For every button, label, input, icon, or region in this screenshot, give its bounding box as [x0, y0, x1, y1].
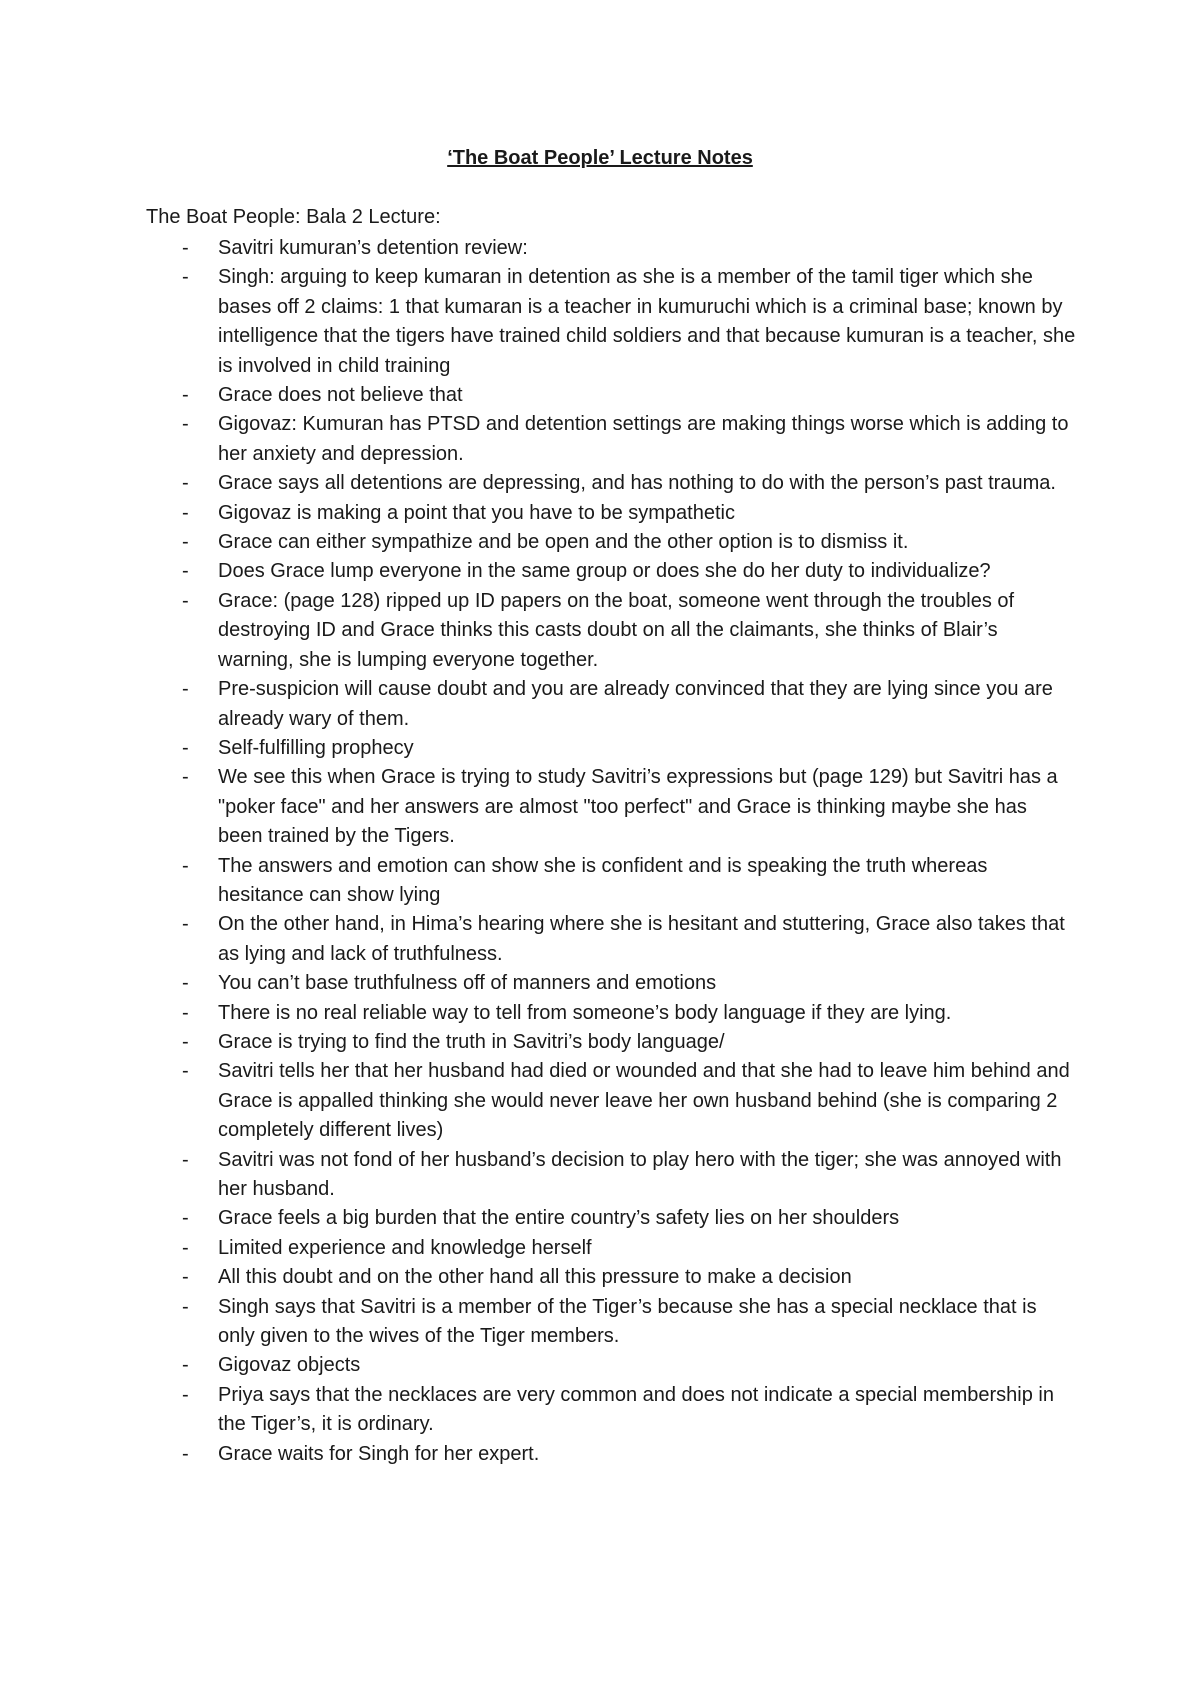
list-item — [146, 499, 1076, 528]
bullet-dash: - — [182, 1442, 189, 1465]
notes-list — [146, 234, 1076, 1469]
bullet-dash: - — [182, 560, 189, 583]
bullet-dash: - — [182, 913, 189, 936]
list-item — [146, 1351, 1076, 1380]
list-item — [146, 263, 1076, 381]
bullet-dash: - — [182, 1148, 189, 1171]
list-item — [146, 557, 1076, 586]
list-item — [146, 999, 1076, 1028]
note-text: Priya says that the necklaces are very common and does not indicate a special membership in the Tiger’s, it is ordinary. — [218, 1383, 1054, 1436]
list-item — [146, 410, 1076, 469]
list-item — [146, 1146, 1076, 1205]
note-text: Self-fulfilling prophecy — [218, 736, 414, 759]
note-text: Grace: (page 128) ripped up ID papers on the boat, someone went through the troubles of destroying ID and Grace thinks this casts doubt on all the claimants, she thinks of Blair’s warning, she is lumping everyone together. — [218, 589, 1015, 671]
bullet-dash: - — [182, 766, 189, 789]
bullet-dash: - — [182, 1030, 189, 1053]
bullet-dash: - — [182, 972, 189, 995]
list-item — [146, 1028, 1076, 1057]
note-text: Grace does not believe that — [218, 384, 463, 407]
section-heading: The Boat People: Bala 2 Lecture: — [146, 206, 441, 228]
list-item — [146, 675, 1076, 734]
bullet-dash: - — [182, 1383, 189, 1406]
note-text: Limited experience and knowledge herself — [218, 1236, 592, 1259]
bullet-dash: - — [182, 1354, 189, 1377]
list-item — [146, 852, 1076, 911]
list-item — [146, 381, 1076, 410]
list-item — [146, 1204, 1076, 1233]
bullet-dash: - — [182, 531, 189, 554]
bullet-dash: - — [182, 1207, 189, 1230]
list-item — [146, 528, 1076, 557]
list-item — [146, 1263, 1076, 1292]
note-text: Savitri was not fond of her husband’s decision to play hero with the tiger; she was annoyed with her husband. — [218, 1148, 1062, 1200]
note-text: Savitri tells her that her husband had died or wounded and that she had to leave him behind and Grace is appalled thinking she would never leave her own husband behind (she is comparing 2 completely different lives) — [218, 1060, 1070, 1142]
note-text: Pre-suspicion will cause doubt and you are already convinced that they are lying since you are already wary of them. — [218, 678, 1053, 730]
note-text: Gigovaz objects — [218, 1354, 361, 1377]
note-text: We see this when Grace is trying to study Savitri’s expressions but (page 129) but Savitri has a "poker face" and her answers are almost "too perfect" and Grace is thinking maybe she has been trained by the Tigers. — [218, 766, 1058, 848]
note-text: Gigovaz is making a point that you have to be sympathetic — [218, 501, 735, 524]
bullet-dash: - — [182, 678, 189, 701]
list-item — [146, 1234, 1076, 1263]
list-item — [146, 1293, 1076, 1352]
note-text: On the other hand, in Hima’s hearing where she is hesitant and stuttering, Grace also takes that as lying and lack of truthfulness. — [218, 913, 1065, 965]
note-text: Grace waits for Singh for her expert. — [218, 1442, 540, 1465]
list-item — [146, 469, 1076, 498]
bullet-dash: - — [182, 384, 189, 407]
bullet-dash: - — [182, 413, 189, 436]
bullet-dash: - — [182, 1060, 189, 1083]
list-item — [146, 734, 1076, 763]
note-text: Savitri kumuran’s detention review: — [218, 237, 528, 259]
bullet-dash: - — [182, 854, 189, 877]
bullet-dash: - — [182, 1266, 189, 1289]
list-item — [146, 1057, 1076, 1145]
bullet-dash: - — [182, 736, 189, 759]
note-text: Grace is trying to find the truth in Savitri’s body language/ — [218, 1030, 725, 1053]
list-item — [146, 1440, 1076, 1469]
bullet-dash: - — [182, 501, 189, 524]
bullet-dash: - — [182, 589, 189, 612]
document-title: ‘The Boat People’ Lecture Notes — [447, 147, 753, 169]
bullet-dash: - — [182, 266, 189, 289]
note-text: Grace says all detentions are depressing, and has nothing to do with the person’s past trauma. — [218, 472, 1056, 495]
list-item — [146, 1381, 1076, 1440]
note-text: Grace can either sympathize and be open and the other option is to dismiss it. — [218, 531, 909, 554]
bullet-dash: - — [182, 472, 189, 495]
list-item — [146, 969, 1076, 998]
note-text: Singh says that Savitri is a member of the Tiger’s because she has a special necklace that is only given to the wives of the Tiger members. — [218, 1295, 1037, 1348]
note-text: Gigovaz: Kumuran has PTSD and detention settings are making things worse which is adding to her anxiety and depression. — [218, 413, 1069, 465]
list-item — [146, 910, 1076, 969]
note-text: The answers and emotion can show she is confident and is speaking the truth whereas hesitance can show lying — [218, 854, 988, 906]
note-text: You can’t base truthfulness off of manners and emotions — [218, 972, 717, 995]
note-text: Does Grace lump everyone in the same group or does she do her duty to individualize? — [218, 560, 991, 583]
bullet-dash: - — [182, 237, 189, 259]
list-item — [146, 587, 1076, 675]
list-item — [146, 763, 1076, 851]
note-text: Singh: arguing to keep kumaran in detention as she is a member of the tamil tiger which she bases off 2 claims: 1 that kumaran is a teacher in kumuruchi which is a criminal base; known by intelligence that the tigers have trained child soldiers and that because kumuran is a teacher, she is involved in child training — [218, 266, 1076, 377]
note-text: All this doubt and on the other hand all this pressure to make a decision — [218, 1266, 852, 1289]
bullet-dash: - — [182, 1295, 189, 1318]
note-text: There is no real reliable way to tell from someone’s body language if they are lying. — [218, 1001, 952, 1024]
bullet-dash: - — [182, 1236, 189, 1259]
note-text: Grace feels a big burden that the entire country’s safety lies on her shoulders — [218, 1207, 900, 1230]
bullet-dash: - — [182, 1001, 189, 1024]
list-item — [146, 234, 1076, 263]
